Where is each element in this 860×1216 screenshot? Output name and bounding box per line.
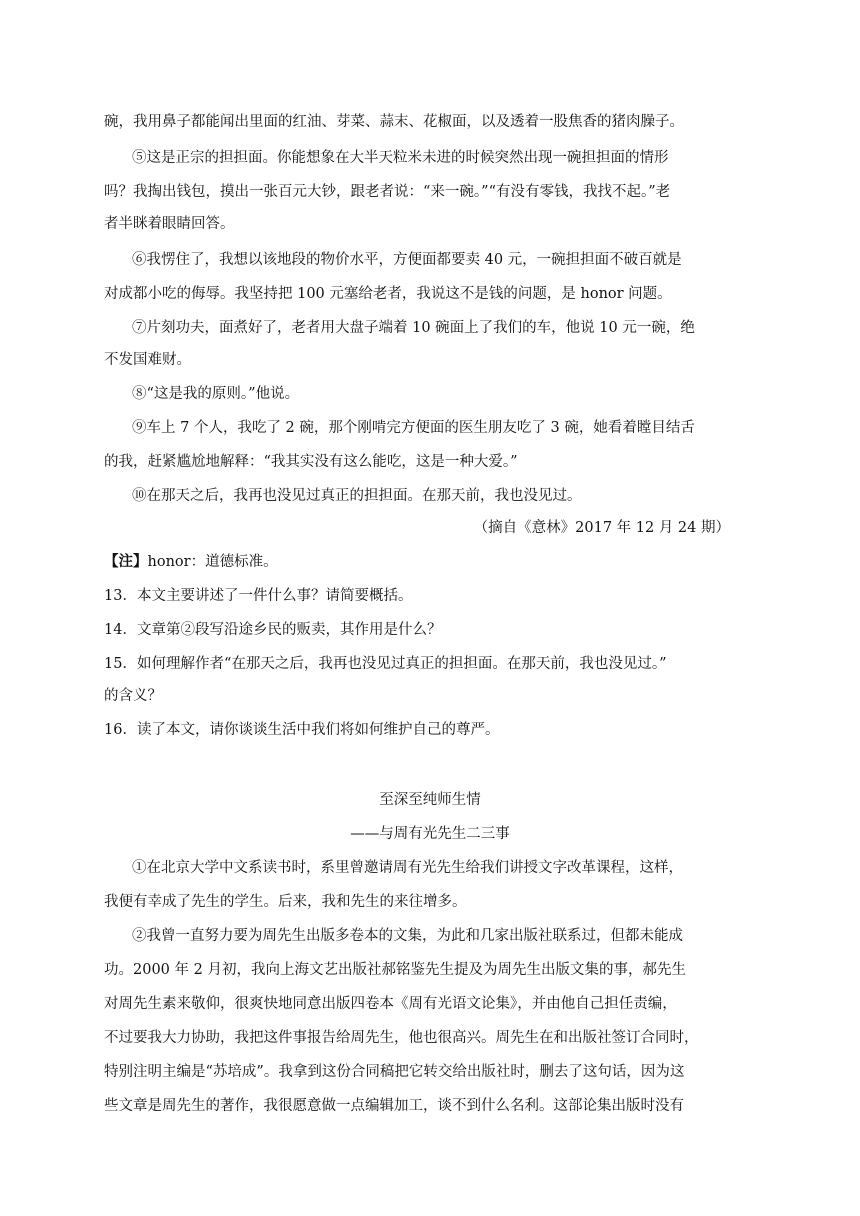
source-citation: （摘自《意林》2017 年 12 月 24 期） [473,520,730,536]
question-15-line: 的含义？ [104,688,162,704]
paragraph-b1-line: ①在北京大学中文系读书时，系里曾邀请周有光先生给我们讲授文字改革课程，这样， [132,860,683,876]
article-title: 至深至纯师生情 [379,792,481,808]
paragraph-10: ⑩在那天之后，我再也没见过真正的担担面。在那天前，我也没见过。 [132,488,582,504]
question-14: 14．文章第②段写沿途乡民的贩卖，其作用是什么？ [104,622,442,638]
paragraph-b2-line: 对周先生素来敬仰，很爽快地同意出版四卷本《周有光语文论集》，并由他自己担任责编， [104,996,677,1012]
paragraph-b2-line: 不过要我大力协助，我把这件事报告给周先生，他也很高兴。周先生在和出版社签订合同时， [104,1030,699,1046]
paragraph-b2-line: 功。2000 年 2 月初，我向上海文艺出版社郝铭鉴先生提及为周先生出版文集的事，郝先生 [104,962,686,978]
paragraph-b2-line: 些文章是周先生的著作，我很愿意做一点编辑加工，谈不到什么名利。这部论集出版时没有 [104,1098,684,1114]
paragraph-6-line: 对成都小吃的侮辱。我坚持把 100 元塞给老者，我说这不是钱的问题，是 honor 问题。 [104,286,672,302]
article-subtitle: ——与周有光先生二三事 [350,826,510,842]
paragraph-b2-line: 特别注明主编是“苏培成”。我拿到这份合同稿把它转交给出版社时，删去了这句话，因为这 [104,1064,685,1080]
paragraph-9-line: ⑨车上 7 个人，我吃了 2 碗，那个刚啃完方便面的医生朋友吃了 3 碗，她看着瞠目结舌 [132,420,695,436]
paragraph-5-line: 者半眯着眼睛回答。 [104,216,235,232]
paragraph-5-line: 吗？我掏出钱包，摸出一张百元大钞，跟老者说：“来一碗。”“有没有零钱，我找不起。”老 [104,184,671,200]
note-text: honor：道德标准。 [147,554,278,570]
question-15-line: 15．如何理解作者“在那天之后，我再也没见过真正的担担面。在那天前，我也没见过。” [104,656,667,672]
paragraph-4-tail: 碗，我用鼻子都能闻出里面的红油、芽菜、蒜末、花椒面，以及透着一股焦香的猪肉臊子。 [104,114,684,130]
paragraph-7-line: 不发国难财。 [104,352,191,368]
note [104,552,744,572]
paragraph-8: ⑧“这是我的原则。”他说。 [132,386,300,402]
note-label: 【注】 [104,553,148,570]
question-16: 16．读了本文，请你谈谈生活中我们将如何维护自己的尊严。 [104,722,500,738]
paragraph-5-line: ⑤这是正宗的担担面。你能想象在大半天粒米未进的时候突然出现一碗担担面的情形 [132,150,669,166]
paragraph-b2-line: ②我曾一直努力要为周先生出版多卷本的文集，为此和几家出版社联系过，但都未能成 [132,928,683,944]
question-13: 13．本文主要讲述了一件什么事？请简要概括。 [104,588,413,604]
paragraph-6-line: ⑥我愣住了，我想以该地段的物价水平，方便面都要卖 40 元，一碗担担面不破百就是 [132,252,682,268]
paragraph-b1-line: 我便有幸成了先生的学生。后来，我和先生的来往增多。 [104,894,467,910]
paragraph-7-line: ⑦片刻功夫，面煮好了，老者用大盘子端着 10 碗面上了我们的车，他说 10 元一碗，绝 [132,320,695,336]
paragraph-9-line: 的我，赶紧尴尬地解释：“我其实没有这么能吃，这是一种大爱。” [104,454,518,470]
